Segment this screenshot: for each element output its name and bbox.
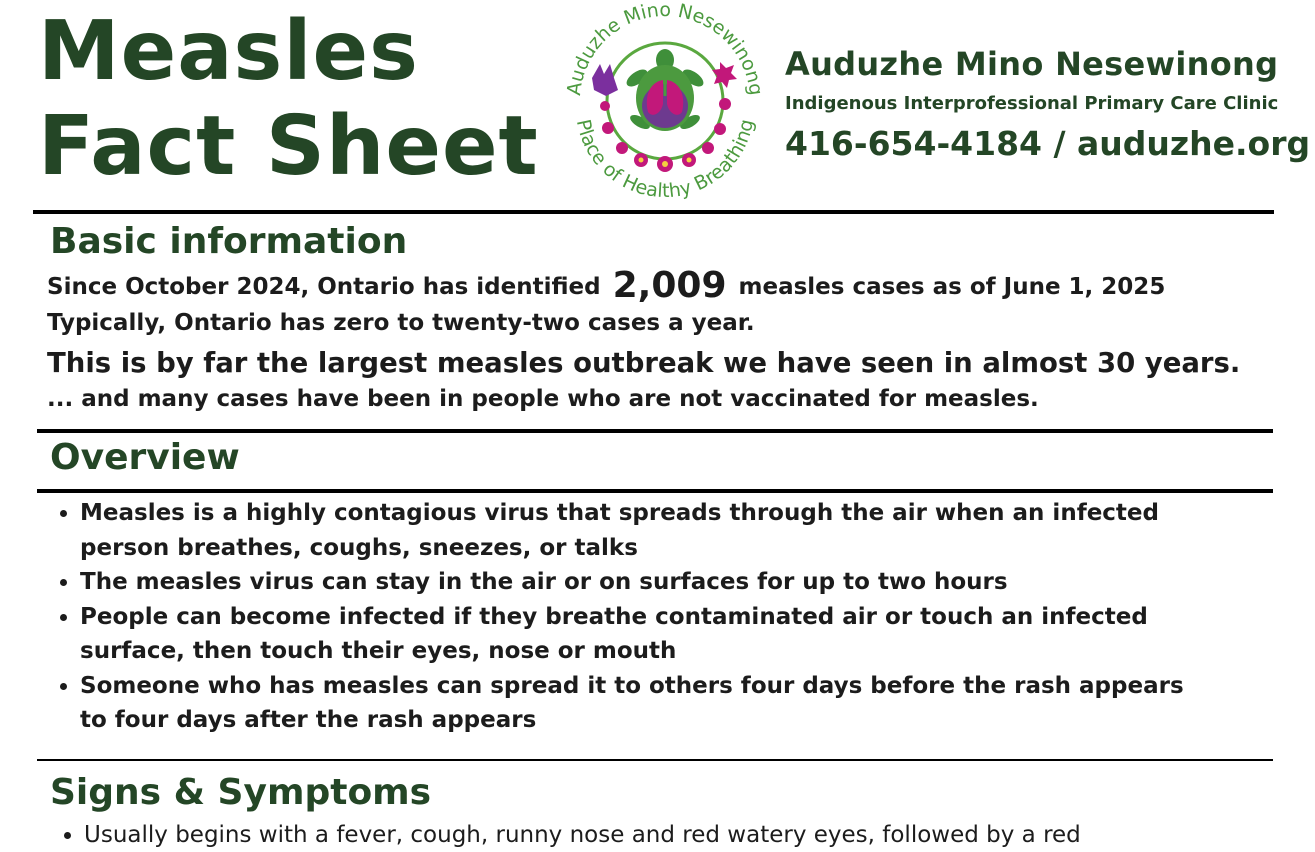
overview-list xyxy=(44,496,1210,738)
list-item: • People can become infected if they breathe contaminated air or touch an infected surface, then touch their eyes, nose or mouth xyxy=(80,600,1210,669)
basic-line-unvaccinated: ... and many cases have been in people who are not vaccinated for measles. xyxy=(47,386,1039,412)
clinic-subtitle: Indigenous Interprofessional Primary Care Clinic xyxy=(785,93,1279,114)
list-item: • Measles is a highly contagious virus that spreads through the air when an infected person breathes, coughs, sneezes, or talks xyxy=(80,496,1210,565)
case-count: 2,009 xyxy=(612,265,727,306)
title-line-2: Fact Sheet xyxy=(38,99,539,194)
clinic-info xyxy=(785,42,1311,166)
list-item: • Someone who has measles can spread it to others four days before the rash appears to four days after the rash appears xyxy=(80,669,1210,738)
list-item: • Usually begins with a fever, cough, runny nose and red watery eyes, followed by a red xyxy=(84,818,1214,852)
page-title xyxy=(38,4,539,194)
basic-line-largest: This is by far the largest measles outbreak we have seen in almost 30 years. xyxy=(47,347,1241,379)
clinic-name: Auduzhe Mino Nesewinong xyxy=(785,45,1279,83)
divider-overview-top xyxy=(37,429,1273,433)
symptoms-list xyxy=(44,818,1214,852)
logo-arc-bottom-text: Place of Healthy Breathing xyxy=(571,117,759,202)
clinic-logo xyxy=(562,0,768,202)
divider-symptoms xyxy=(37,759,1273,761)
list-item: • The measles virus can stay in the air or on surfaces for up to two hours xyxy=(80,565,1210,600)
section-heading-overview: Overview xyxy=(50,437,240,478)
logo-arc-top-text: Auduzhe Mino Nesewinong xyxy=(563,0,767,97)
title-line-1: Measles xyxy=(38,4,419,99)
turtle-icon xyxy=(624,49,707,132)
divider-top xyxy=(33,210,1274,214)
section-heading-symptoms: Signs & Symptoms xyxy=(50,772,432,813)
basic-line-cases-post: measles cases as of June 1, 2025 xyxy=(738,274,1166,300)
basic-line-cases xyxy=(47,262,1165,311)
basic-line-cases-pre: Since October 2024, Ontario has identified xyxy=(47,274,601,300)
section-heading-basic: Basic information xyxy=(50,221,408,262)
divider-overview-bottom xyxy=(37,489,1273,493)
basic-line-typical: Typically, Ontario has zero to twenty-two cases a year. xyxy=(47,310,755,336)
clinic-contact: 416-654-4184 / auduzhe.org xyxy=(785,124,1311,163)
